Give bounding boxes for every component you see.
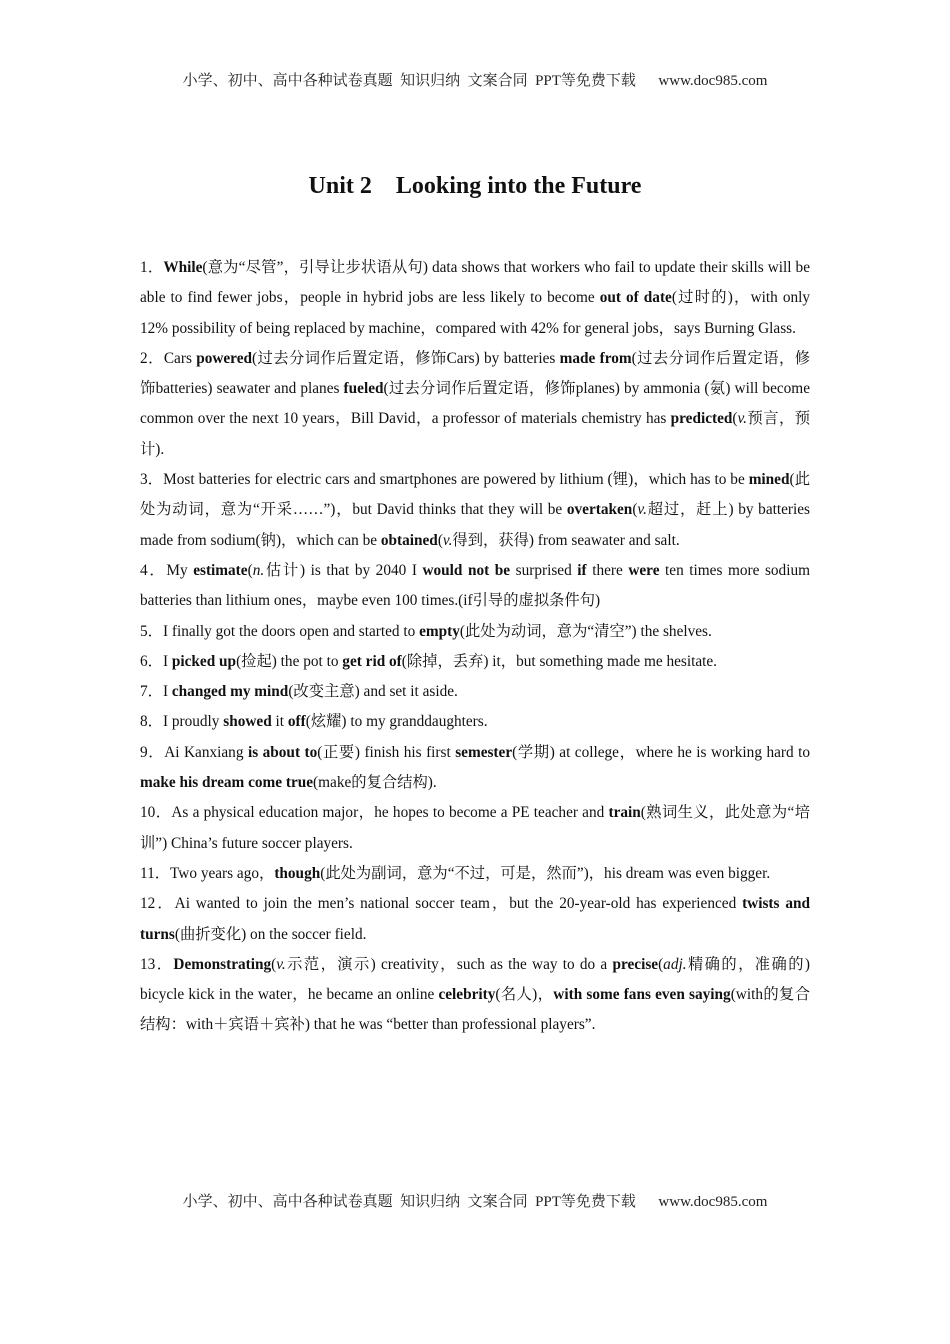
note-item [140, 465, 810, 556]
note-item [140, 344, 810, 465]
keyword: get rid of [342, 652, 402, 670]
text-segment: (捡起) the pot to [236, 652, 343, 670]
text-segment: (意为“尽管”，引导让步状语从句) data shows that workers who fail to update their skills will be able to find fewer jobs，people in hybrid jobs are less likely to become [140, 259, 810, 307]
text-segment: (曲折变化) on the soccer field. [174, 925, 367, 943]
keyword: empty [419, 622, 460, 640]
keyword: would not be [422, 561, 511, 579]
text-segment: 8．I proudly [140, 713, 224, 731]
keyword: mined [748, 471, 790, 489]
text-segment: (过去分词作后置定语，修饰batteries) seawater and planes [140, 349, 810, 398]
text-segment: (过时的)，with only 12% possibility of being replaced by machine，compared with 42% for general jobs，says Burning Glass. [140, 289, 811, 337]
note-item [140, 798, 810, 859]
keyword: powered [196, 349, 252, 367]
note-item [140, 556, 810, 617]
keyword: picked up [171, 652, 237, 670]
part-of-speech: v. [442, 531, 453, 549]
page-title: Unit 2 Looking into the Future [308, 173, 642, 199]
keyword: make his dream come true [140, 774, 314, 792]
text-segment: (此处为动词，意为“清空”) the shelves. [459, 622, 712, 640]
text-segment: (除掉，丢弃) it，but something made me hesitate. [401, 652, 718, 670]
part-of-speech: adj. [663, 955, 687, 973]
text-segment: 预言，预计). [140, 410, 810, 458]
text-segment: (学期) at college，where he is working hard to [512, 743, 810, 761]
text-segment: 5．I finally got the doors open and started to [140, 622, 420, 640]
text-segment: 超过，赶上) by batteries made from sodium(钠)，which can be [140, 501, 810, 549]
keyword: precise [612, 955, 659, 973]
text-segment: 估计) is that by 2040 I [264, 561, 423, 579]
text-segment: (过去分词作后置定语，修饰Cars) by batteries [252, 349, 560, 367]
keyword: though [274, 864, 321, 882]
text-segment: 6．I [140, 652, 172, 670]
text-segment: ( [437, 531, 443, 549]
text-segment: ( [658, 955, 664, 973]
note-item [140, 738, 810, 799]
part-of-speech: n. [252, 561, 265, 579]
notes-list [140, 253, 810, 1041]
keyword: off [287, 713, 306, 731]
text-segment: (此处为动词，意为“开采……”)，but David thinks that they will be [140, 471, 810, 519]
keyword: showed [223, 713, 272, 731]
part-of-speech: v. [276, 955, 286, 973]
page-header: 小学、初中、高中各种试卷真题 知识归纳 文案合同 PPT等免费下载 www.doc985.com [182, 73, 768, 89]
keyword: Demonstrating [173, 955, 272, 973]
keyword: with some fans even saying [553, 986, 731, 1004]
text-segment: 11．Two years ago， [140, 864, 275, 882]
text-segment: ten times more sodium batteries than lithium ones，maybe even 100 times.(if引导的虚拟条件句) [140, 561, 810, 610]
keyword: estimate [193, 561, 248, 579]
keyword: if [577, 561, 587, 579]
text-segment: 12．Ai wanted to join the men’s national soccer team，but the 20-year-old has experienced [140, 895, 743, 913]
keyword: changed my mind [171, 683, 289, 701]
text-segment: 2．Cars [140, 349, 197, 367]
text-segment: 得到，获得) from seawater and salt. [452, 531, 680, 549]
keyword: semester [455, 743, 513, 761]
keyword: were [628, 561, 660, 579]
note-item [140, 859, 810, 889]
text-segment: ( [632, 501, 638, 519]
text-segment: (正要) finish his first [317, 743, 456, 761]
note-item [140, 253, 810, 344]
keyword: out of date [599, 289, 672, 307]
text-segment: (名人)， [495, 986, 554, 1004]
text-segment: (改变主意) and set it aside. [288, 683, 458, 701]
text-segment: 4．My [140, 561, 194, 579]
keyword: obtained [380, 531, 438, 549]
text-segment: 精确的，准确的) bicycle kick in the water，he became an online [140, 955, 810, 1004]
text-segment: there [586, 561, 629, 579]
text-segment: 9．Ai Kanxiang [140, 743, 248, 761]
keyword: train [608, 804, 641, 822]
part-of-speech: v. [737, 410, 747, 428]
text-segment: ( [271, 955, 277, 973]
keyword: twists and turns [140, 895, 810, 943]
note-item [140, 950, 810, 1041]
note-item [140, 707, 810, 737]
keyword: overtaken [566, 501, 633, 519]
keyword: made from [559, 349, 632, 367]
text-segment: (过去分词作后置定语，修饰planes) by ammonia (氨) will become common over the next 10 years，Bill David，a professor of materials chemistry has [140, 380, 810, 428]
note-item [140, 889, 810, 950]
keyword: While [163, 259, 203, 276]
text-segment: 1． [140, 259, 164, 276]
text-segment: (make的复合结构). [313, 774, 437, 792]
text-segment: 10．As a physical education major，he hopes to become a PE teacher and [140, 804, 609, 822]
keyword: predicted [670, 410, 733, 428]
text-segment: 示范，演示) creativity，such as the way to do a [285, 955, 613, 973]
part-of-speech: v. [637, 501, 647, 519]
text-segment: (熟词生义，此处意为“培训”) China’s future soccer players. [140, 804, 811, 852]
text-segment: (炫耀) to my granddaughters. [305, 713, 488, 731]
page-footer: 小学、初中、高中各种试卷真题 知识归纳 文案合同 PPT等免费下载 www.doc985.com [182, 1194, 768, 1210]
text-segment: (with的复合结构：with＋宾语＋宾补) that he was “better than professional players”. [140, 986, 810, 1034]
text-segment: surprised [510, 561, 578, 579]
note-item [140, 647, 810, 677]
keyword: fueled [343, 380, 384, 398]
keyword: is about to [247, 743, 318, 761]
text-segment: 7．I [140, 683, 172, 701]
text-segment: 13． [140, 955, 174, 973]
text-segment: ( [247, 561, 253, 579]
keyword: celebrity [438, 986, 496, 1004]
text-segment: ( [732, 410, 738, 428]
note-item [140, 617, 810, 647]
text-segment: it [271, 713, 288, 731]
text-segment: 3．Most batteries for electric cars and smartphones are powered by lithium (锂)，which has to be [140, 471, 749, 489]
note-item [140, 677, 810, 707]
text-segment: (此处为副词，意为“不过，可是，然而”)，his dream was even bigger. [320, 864, 771, 882]
